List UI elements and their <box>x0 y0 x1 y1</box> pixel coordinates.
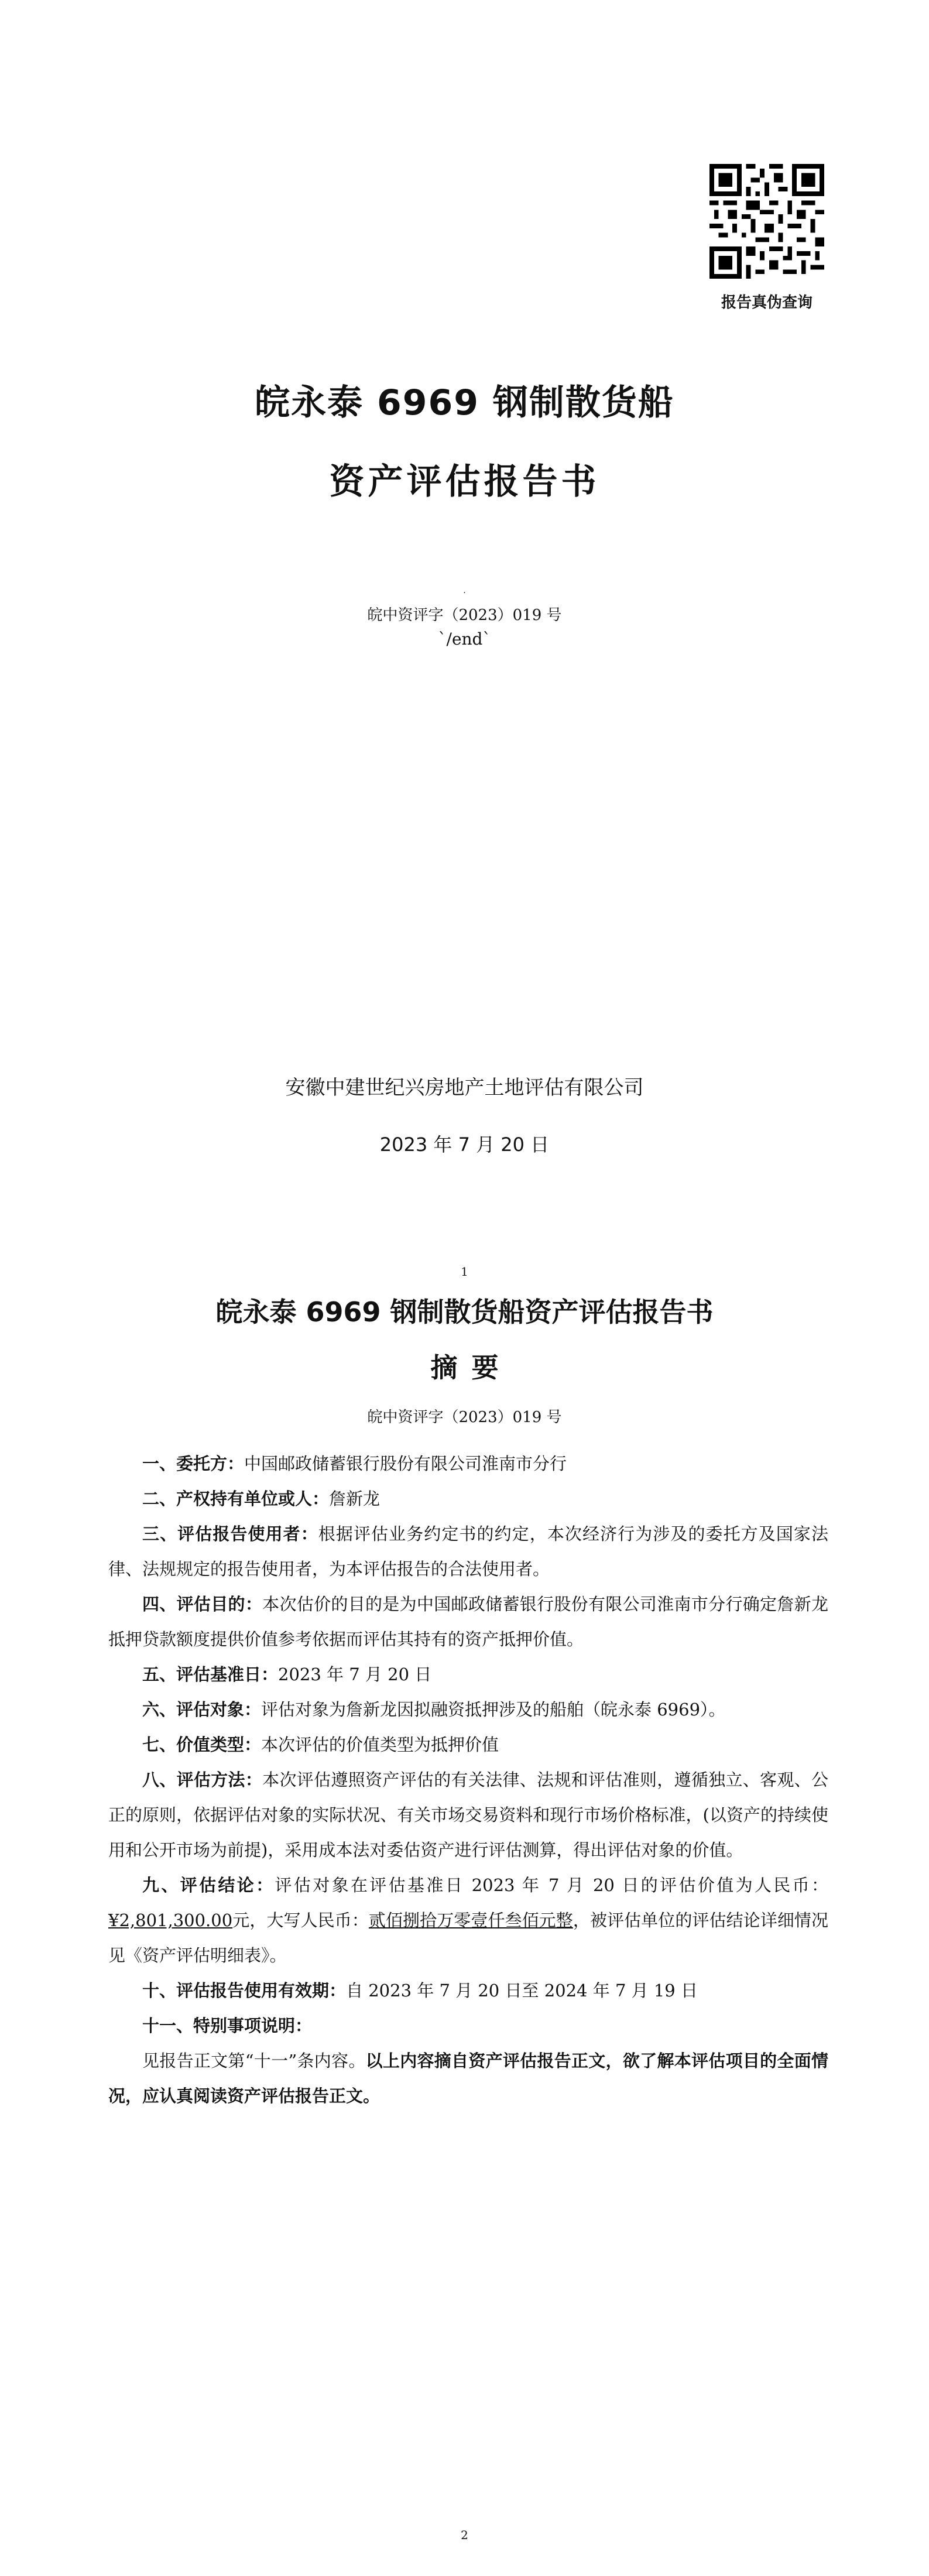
valuation-amount: ¥2,801,300.00 <box>108 1910 233 1930</box>
section-title: 七、价值类型： <box>142 1735 262 1755</box>
cover-title-line-2: 资产评估报告书 <box>329 461 600 502</box>
section-title: 三、评估报告使用者： <box>142 1524 318 1544</box>
section-owner <box>108 1481 828 1516</box>
section-title: 四、评估目的： <box>142 1594 263 1614</box>
section-text: 本次估价的目的是为中国邮政储蓄银行股份有限公司淮南市分行确定詹新龙抵押贷款额度提供价值参考依据而评估其持有的资产抵押价值。 <box>108 1594 828 1649</box>
cover-dot-mark: · <box>463 588 466 598</box>
section-title: 八、评估方法： <box>142 1770 263 1790</box>
section-text: 詹新龙 <box>329 1489 380 1509</box>
cover-document-number: 皖中资评字（2023）019 号 <box>367 607 562 624</box>
section-title: 二、产权持有单位或人： <box>142 1489 330 1509</box>
cover-company-name: 安徽中建世纪兴房地产土地评估有限公司 <box>285 1076 644 1099</box>
section-text: 评估对象为詹新龙因拟融资抵押涉及的船舶（皖永泰 6969）。 <box>261 1700 726 1719</box>
cover-title-line-1: 皖永泰 6969 钢制散货船 <box>255 382 674 423</box>
summary-title: 皖永泰 6969 钢制散货船资产评估报告书 <box>215 1296 714 1328</box>
closing-text: 见报告正文第“十一”条内容。 <box>142 2051 366 2071</box>
valuation-amount-chinese: 贰佰捌拾万零壹仟叁佰元整 <box>368 1910 573 1930</box>
section-title: 六、评估对象： <box>142 1700 262 1719</box>
section-title: 十一、特别事项说明： <box>142 2016 313 2036</box>
qr-code-image <box>709 164 824 279</box>
section-text: 根据评估业务约定书的约定，本次经济行为涉及的委托方及国家法律、法规规定的报告使用者，为本评估报告的合法使用者。 <box>108 1524 828 1579</box>
summary-subtitle: 摘要 <box>430 1352 513 1383</box>
page-number-2: 2 <box>461 2528 468 2542</box>
section-validity <box>108 1973 828 2008</box>
section-title: 九、评估结论： <box>142 1875 275 1895</box>
section-title: 一、委托方： <box>142 1454 245 1474</box>
page-number-1: 1 <box>461 1265 468 1279</box>
section-object <box>108 1692 828 1727</box>
closing-paragraph <box>108 2043 828 2113</box>
section-report-users <box>108 1516 828 1587</box>
section-text: 本次评估遵照资产评估的有关法律、法规和评估准则，遵循独立、客观、公正的原则，依据评估对象的实际状况、有关市场交易资料和现行市场价格标准，(以资产的持续使用和公开市场为前提)，采用成本法对委估资产进行评估测算，得出评估对象的价值。 <box>108 1770 828 1860</box>
section-special-notes <box>108 2008 828 2043</box>
section-base-date <box>108 1657 828 1692</box>
cover-end-mark: `/end` <box>438 629 491 649</box>
section-text: 评估对象在评估基准日 2023 年 7 月 20 日的评估价值为人民币： <box>275 1875 828 1895</box>
section-text: 元，大写人民币： <box>232 1910 369 1930</box>
section-title: 十、评估报告使用有效期： <box>142 1981 347 2000</box>
section-conclusion <box>108 1868 828 1973</box>
section-purpose <box>108 1587 828 1657</box>
summary-document-number: 皖中资评字（2023）019 号 <box>367 1409 562 1426</box>
qr-caption: 报告真伪查询 <box>721 294 813 311</box>
section-text: 中国邮政储蓄银行股份有限公司淮南市分行 <box>244 1454 567 1474</box>
section-title: 五、评估基准日： <box>142 1664 279 1684</box>
cover-date: 2023 年 7 月 20 日 <box>379 1133 550 1156</box>
section-text: 2023 年 7 月 20 日 <box>278 1664 432 1684</box>
section-text: ，被评估单位的评估结论详细情况见《资产评估明细表》。 <box>108 1910 828 1965</box>
section-value-type <box>108 1727 828 1762</box>
summary-body <box>108 1446 828 2113</box>
section-client <box>108 1446 828 1481</box>
section-text: 自 2023 年 7 月 20 日至 2024 年 7 月 19 日 <box>346 1981 698 2000</box>
section-text: 本次评估的价值类型为抵押价值 <box>261 1735 499 1755</box>
section-method <box>108 1762 828 1868</box>
closing-bold-text: 以上内容摘自资产评估报告正文，欲了解本评估项目的全面情况，应认真阅读资产评估报告正文。 <box>108 2051 828 2106</box>
